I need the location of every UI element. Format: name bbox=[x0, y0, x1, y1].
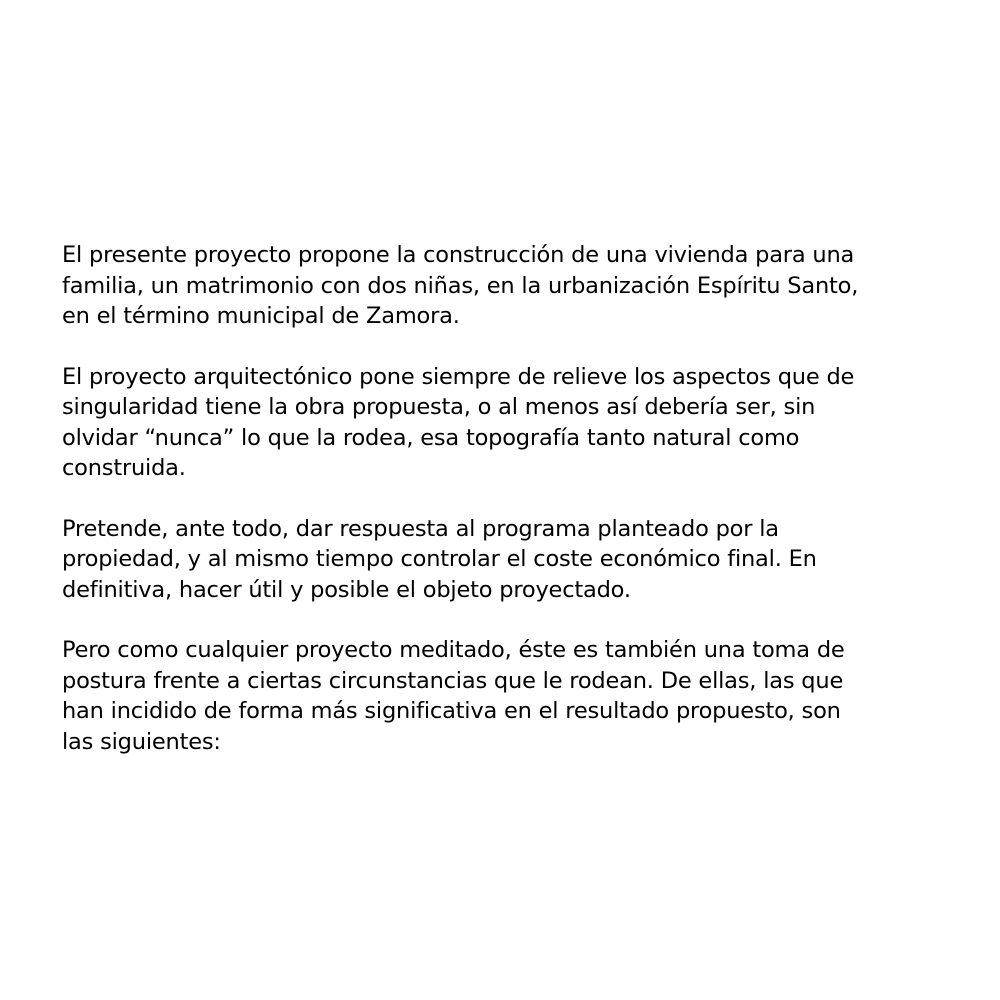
text-line: postura frente a ciertas circunstancias que le rodean. De ellas, las que bbox=[62, 667, 844, 694]
text-line: construida. bbox=[62, 455, 186, 481]
paragraph-circumstances bbox=[62, 635, 962, 757]
document-body bbox=[62, 240, 962, 787]
text-line: Pretende, ante todo, dar respuesta al programa planteado por la bbox=[62, 515, 779, 542]
text-line: familia, un matrimonio con dos niñas, en la urbanización Espíritu Santo, bbox=[62, 272, 859, 299]
text-line: El presente proyecto propone la construcción de una vivienda para una bbox=[62, 242, 855, 268]
text-line: Pero como cualquier proyecto meditado, éste es también una toma de bbox=[62, 637, 845, 663]
text-line: han incidido de forma más significativa en el resultado propuesto, son bbox=[62, 698, 841, 724]
paragraph-intro bbox=[62, 240, 962, 332]
text-line: definitiva, hacer útil y posible el objeto proyectado. bbox=[62, 576, 631, 603]
text-line: en el término municipal de Zamora. bbox=[62, 303, 460, 329]
paragraph-architectural-project bbox=[62, 362, 962, 484]
text-line: singularidad tiene la obra propuesta, o al menos así debería ser, sin bbox=[62, 394, 816, 420]
paragraph-program bbox=[62, 514, 962, 606]
text-line: olvidar “nunca” lo que la rodea, esa topografía tanto natural como bbox=[62, 424, 800, 451]
text-line: las siguientes: bbox=[62, 728, 221, 755]
text-line: El proyecto arquitectónico pone siempre de relieve los aspectos que de bbox=[62, 363, 855, 390]
text-line: propiedad, y al mismo tiempo controlar el coste económico final. En bbox=[62, 546, 817, 572]
